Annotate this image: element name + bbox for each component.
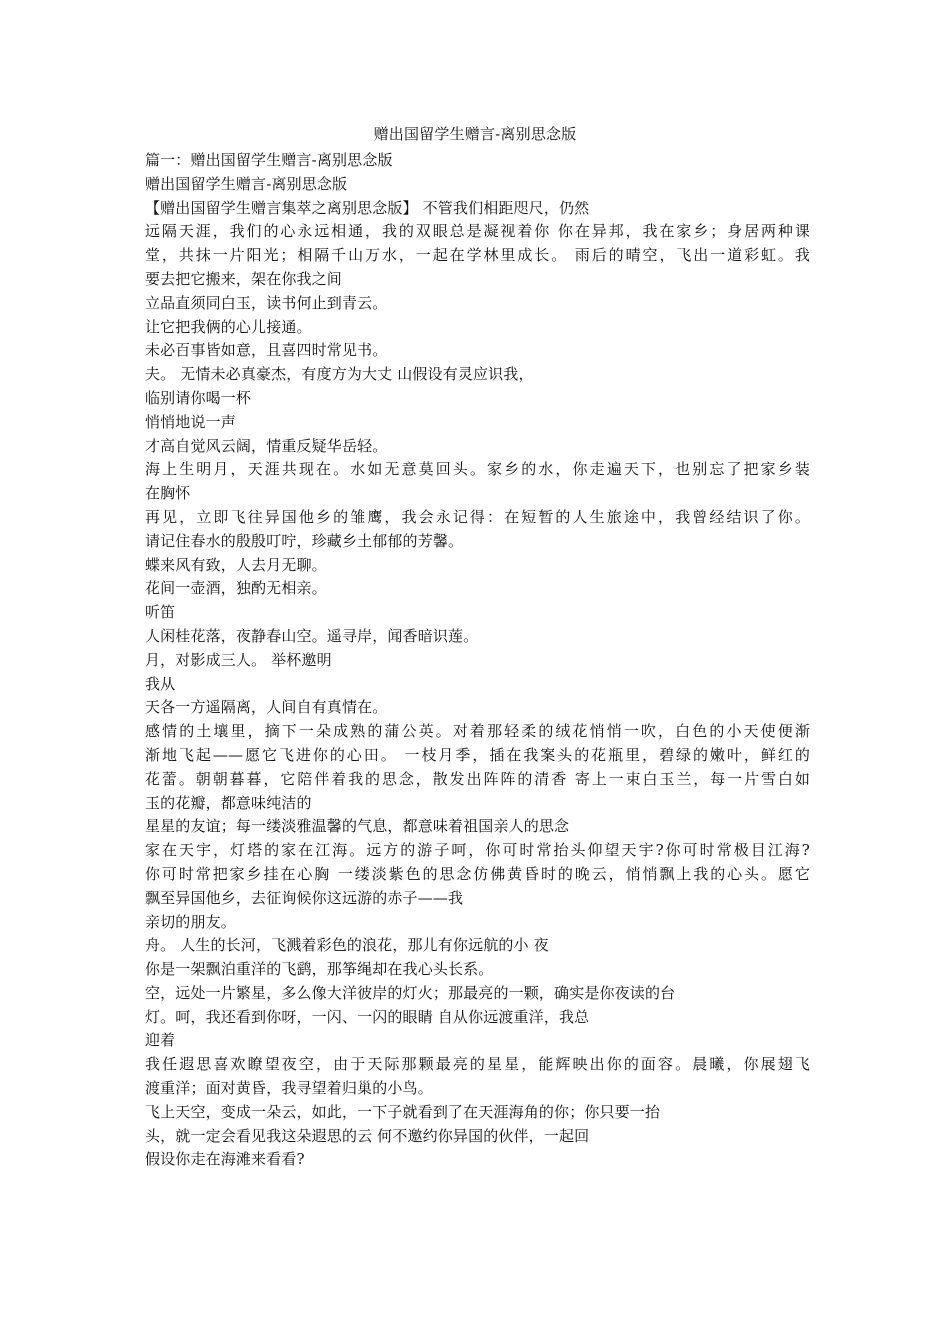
paragraph-line: 星星的友谊；每一缕淡雅温馨的气息，都意味着祖国亲人的思念 bbox=[145, 817, 570, 836]
paragraph-line: 篇一：赠出国留学生赠言-离别思念版 bbox=[145, 151, 393, 169]
paragraph-line: 再见，立即飞往异国他乡的雏鹰，我会永记得：在短暂的人生旅途中，我曾经结识了你。 bbox=[145, 507, 810, 526]
paragraph-line: 远隔天涯，我们的心永远相通，我的双眼总是凝视着你 你在异邦，我在家乡；身居两种课 bbox=[145, 222, 810, 241]
paragraph-line: 未必百事皆如意，且喜四时常见书。 bbox=[145, 341, 388, 360]
paragraph-line: 赠出国留学生赠言-离别思念版 bbox=[145, 174, 348, 193]
paragraph-line: 天各一方遥隔离，人间自有真情在。 bbox=[145, 698, 388, 717]
paragraph-line: 要去把它搬来，架在你我之间 bbox=[145, 269, 342, 288]
paragraph-line: 悄悄地说一声 bbox=[145, 412, 236, 431]
paragraph-line: 你是一架飘泊重洋的飞鹞，那筝绳却在我心头长系。 bbox=[145, 960, 494, 979]
paragraph-line: 蝶来风有致，人去月无聊。 bbox=[145, 555, 327, 574]
paragraph-line: 我从 bbox=[145, 674, 176, 693]
paragraph-line: 人闲桂花落，夜静春山空。遥寻岸，闻香暗识莲。 bbox=[145, 626, 479, 645]
paragraph-line: 头，就一定会看见我这朵遐思的云 何不邀约你异国的伙伴，一起回 bbox=[145, 1126, 590, 1145]
paragraph-line: 让它把我俩的心儿接通。 bbox=[145, 317, 312, 336]
paragraph-line: 你可时常把家乡挂在心胸 一缕淡紫色的思念仿佛黄昏时的晚云，悄悄飘上我的心头。愿它 bbox=[145, 864, 810, 883]
paragraph-line: 空，远处一片繁星，多么像大洋彼岸的灯火；那最亮的一颗，确实是你夜读的台 bbox=[145, 983, 676, 1002]
paragraph-line: 月，对影成三人。 举杯邀明 bbox=[145, 650, 332, 669]
paragraph-line: 才高自觉风云阔，情重反疑华岳轻。 bbox=[145, 436, 388, 455]
paragraph-line: 堂，共抹一片阳光；相隔千山万水，一起在学林里成长。 雨后的晴空，飞出一道彩虹。我 bbox=[145, 246, 810, 265]
paragraph-line: 舟。 人生的长河，飞溅着彩色的浪花，那儿有你远航的小 夜 bbox=[145, 936, 549, 955]
paragraph-line: 临别请你喝一杯 bbox=[145, 388, 252, 407]
paragraph-line: 感情的土壤里，摘下一朵成熟的蒲公英。对着那轻柔的绒花悄悄一吹，白色的小天使便渐 bbox=[145, 722, 810, 741]
paragraph-line: 我任遐思喜欢瞭望夜空，由于天际那颗最亮的星星，能辉映出你的面容。晨曦，你展翅飞 bbox=[145, 1055, 810, 1074]
paragraph-line: 渡重洋；面对黄昏，我寻望着归巢的小鸟。 bbox=[145, 1079, 433, 1098]
paragraph-line: 假设你走在海滩来看看? bbox=[145, 1150, 305, 1169]
paragraph-line: 灯。呵，我还看到你呀，一闪、一闪的眼睛 自从你远渡重洋，我总 bbox=[145, 1007, 590, 1026]
paragraph-line: 听笛 bbox=[145, 603, 176, 622]
paragraph-line: 渐地飞起——愿它飞进你的心田。 一枝月季，插在我案头的花瓶里，碧绿的嫩叶，鲜红的 bbox=[145, 745, 810, 764]
paragraph-line: 亲切的朋友。 bbox=[145, 912, 236, 931]
paragraph-line: 立品直须同白玉，读书何止到青云。 bbox=[145, 293, 388, 312]
paragraph-line: 在胸怀 bbox=[145, 484, 191, 503]
paragraph-line: 请记住春水的殷殷叮咛，珍藏乡土郁郁的芳馨。 bbox=[145, 531, 464, 550]
paragraph-line: 迎着 bbox=[145, 1031, 176, 1050]
paragraph-line: 海上生明月，天涯共现在。水如无意莫回头。家乡的水，你走遍天下，也别忘了把家乡装 bbox=[145, 460, 810, 479]
paragraph-line: 【赠出国留学生赠言集萃之离别思念版】 不管我们相距咫尺，仍然 bbox=[145, 198, 590, 217]
paragraph-line: 家在天宇，灯塔的家在江海。远方的游子呵，你可时常抬头仰望天宇?你可时常极目江海? bbox=[145, 841, 810, 860]
document-title: 赠出国留学生赠言-离别思念版 bbox=[373, 125, 577, 143]
paragraph-line: 飘至异国他乡，去征询候你这远游的赤子——我 bbox=[145, 888, 464, 907]
document-body bbox=[145, 149, 810, 1172]
paragraph-line: 花蕾。朝朝暮暮，它陪伴着我的思念，散发出阵阵的清香 寄上一束白玉兰，每一片雪白如 bbox=[145, 769, 810, 788]
paragraph-line: 夫。 无情未必真豪杰，有度方为大丈 山假设有灵应识我， bbox=[145, 365, 534, 384]
paragraph-line: 玉的花瓣，都意味纯洁的 bbox=[145, 793, 312, 812]
paragraph-line: 花间一壶酒，独酌无相亲。 bbox=[145, 579, 327, 598]
paragraph-line: 飞上天空，变成一朵云，如此，一下子就看到了在天涯海角的你；你只要一抬 bbox=[145, 1102, 661, 1121]
